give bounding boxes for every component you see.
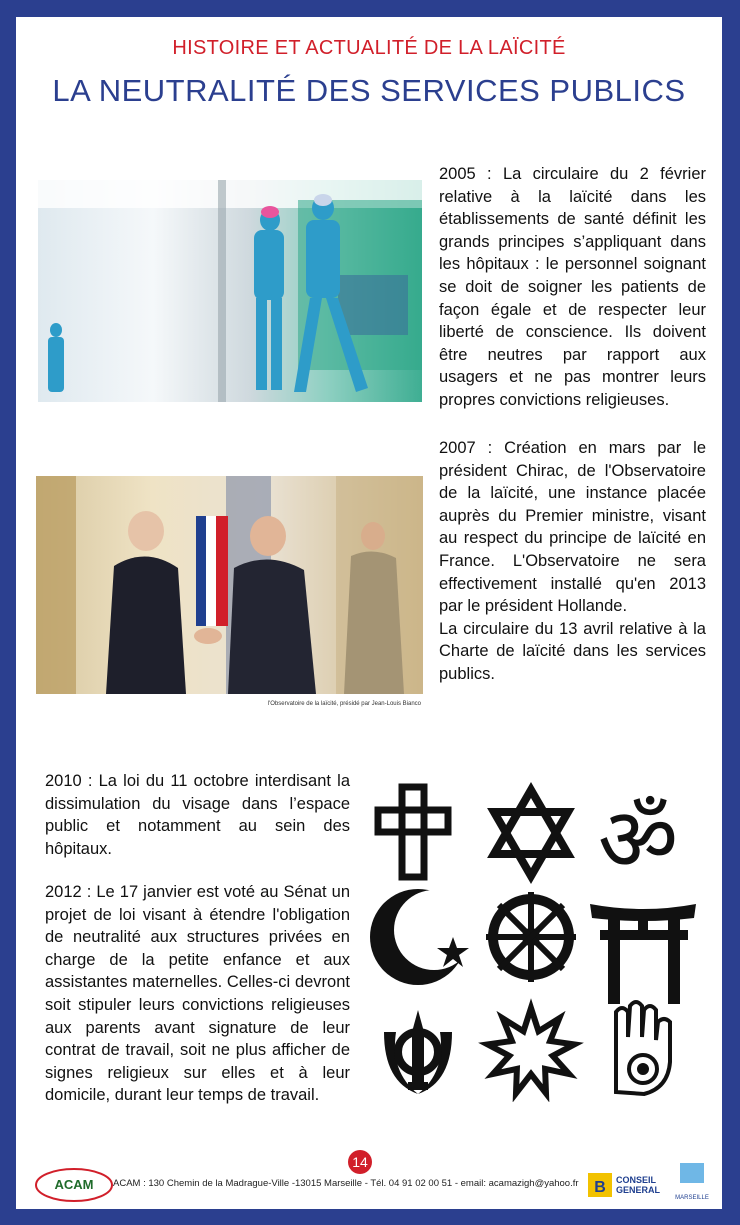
svg-text:GENERAL: GENERAL (616, 1185, 661, 1195)
marseille-logo (672, 1159, 712, 1203)
svg-text:MARSEILLE: MARSEILLE (675, 1195, 709, 1201)
paragraph-2010: 2010 : La loi du 11 octobre interdisant la dissimulation du visage dans l’espace public et notamment au sein des hôpitaux. (45, 772, 350, 858)
acam-logo (34, 1167, 114, 1203)
conseil-general-logo (588, 1169, 666, 1203)
crescent-star-icon (370, 889, 474, 985)
svg-text:B: B (594, 1179, 606, 1196)
poster-title: LA NEUTRALITÉ DES SERVICES PUBLICS (52, 73, 686, 108)
svg-text:CONSEIL: CONSEIL (616, 1175, 657, 1185)
paragraph-2005: 2005 : La circulaire du 2 février relative à la laïcité dans les établissements de santé définit les grands principes s’appliquant dans les hôpitaux : le personnel soignant se doit de soigner les patients de façon égale et de respecter leur liberté de conscience. Ils doivent être neutres par rapport aux usagers et ne pas montrer leurs propres convictions religieuses. (439, 165, 706, 409)
poster-kicker: HISTOIRE ET ACTUALITÉ DE LA LAÏCITÉ (172, 37, 566, 59)
religious-symbols-grid (368, 782, 698, 1102)
observatoire-ceremony-photo (36, 476, 423, 694)
page-number: 14 (348, 1150, 372, 1174)
svg-text:ACAM: ACAM (54, 1177, 94, 1192)
khanda-icon (384, 1010, 452, 1094)
star-of-david-icon (494, 790, 568, 876)
dharma-wheel-icon (486, 892, 576, 982)
footer-address: ACAM : 130 Chemin de la Madrague-Ville -13015 Marseille - Tél. 04 91 02 00 51 - email: acamazigh@yahoo.fr (113, 1178, 579, 1189)
cross-icon (378, 787, 448, 877)
paragraph-2007-charte: La circulaire du 13 avril relative à la Charte de laïcité dans les services publics. (439, 619, 706, 683)
hospital-staff-photo (38, 180, 422, 402)
torii-icon (590, 904, 696, 1004)
photo-caption: l'Observatoire de la laïcité, présidé par Jean-Louis Bianco (267, 701, 421, 707)
nine-point-star-icon (488, 1008, 575, 1093)
paragraph-2007-observatoire: 2007 : Création en mars par le président Chirac, de l'Observatoire de la laïcité, une instance placée auprès du Premier ministre, visant au respect du principe de laïcité en France. L'Observatoire ne sera effectivement installé qu'en 2013 par le président Hollande. (439, 439, 706, 616)
svg-text:ॐ: ॐ (597, 788, 679, 891)
jain-hand-icon (616, 1002, 670, 1094)
poster-panel (16, 17, 722, 1209)
om-icon (598, 788, 678, 891)
paragraph-2007 (439, 437, 706, 686)
paragraph-2012: 2012 : Le 17 janvier est voté au Sénat un projet de loi visant à étendre l'obligation de neutralité aux structures privées en charge de la petite enfance et aux assistantes maternelles. Celles-ci devront soit stipuler leurs convictions religieuses aux parents avant signature de leur contrat de travail, soit ne plus afficher de signes religieux sur elles et à leur domicile, durant leur temps de travail. (45, 883, 350, 1105)
